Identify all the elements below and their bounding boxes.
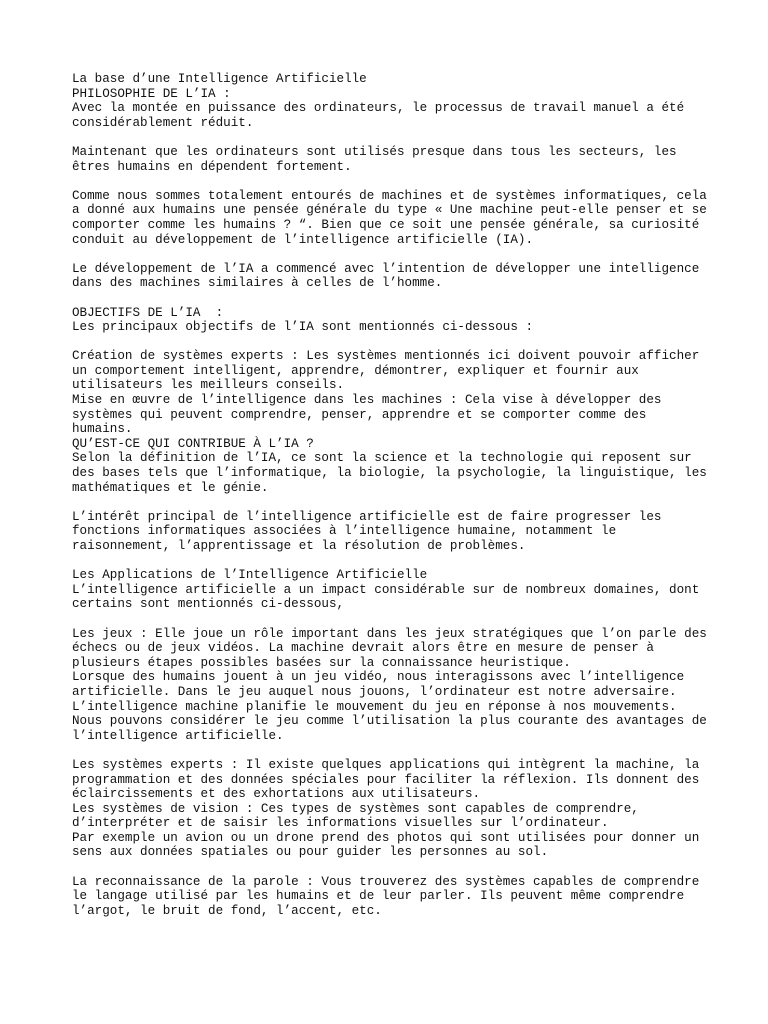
text-line: Les systèmes experts : Il existe quelques applications qui intègrent la machine, la programmation et des données spéciales pour faciliter la réflexion. Ils donnent des éclaircissements et des exhortations aux utilisateurs. bbox=[72, 757, 707, 802]
text-line: Comme nous sommes totalement entourés de machines et de systèmes informatiques, cela a donné aux humains une pensée générale du type « Une machine peut-elle penser et se comporter comme les humains ? “. Bien que ce soit une pensée générale, sa curiosité conduit au développement de l’intelligence artificielle (IA). bbox=[72, 188, 715, 247]
text-line: Création de systèmes experts : Les systèmes mentionnés ici doivent pouvoir afficher un comportement intelligent, apprendre, démontrer, expliquer et fournir aux utilisateurs les meilleurs conseils. bbox=[72, 349, 707, 393]
section-heading-objectifs: OBJECTIFS DE L’IA : bbox=[72, 305, 224, 320]
text-line: Avec la montée en puissance des ordinateurs, le processus de travail manuel a été considérablement réduit. bbox=[72, 101, 692, 130]
paragraph bbox=[72, 188, 715, 247]
text-line: L’intérêt principal de l’intelligence artificielle est de faire progresser les fonctions informatiques associées à l’intelligence humaine, notamment le raisonnement, l’apprentissage et la résolution de problèmes. bbox=[72, 509, 670, 553]
text-line: Le développement de l’IA a commencé avec l’intention de développer une intelligence dans des machines similaires à celles de l’homme. bbox=[72, 261, 707, 291]
text-line: La reconnaissance de la parole : Vous trouverez des systèmes capables de comprendre le langage utilisé par les humains et de leur parler. Ils peuvent même comprendre l’argot, le bruit de fond, l’accent, etc. bbox=[72, 874, 707, 918]
document-page bbox=[72, 72, 715, 918]
section-heading-contribue: QU’EST-CE QUI CONTRIBUE À L’IA ? bbox=[72, 436, 314, 451]
text-line: L’intelligence artificielle a un impact considérable sur de nombreux domaines, dont certains sont mentionnés ci-dessous, bbox=[72, 582, 707, 612]
text-line: Lorsque des humains jouent à un jeu vidéo, nous interagissons avec l’intelligence artificielle. Dans le jeu auquel nous jouons, l’ordinateur est notre adversaire. L’intelligence machine planifie le mouvement du jeu en réponse à nos mouvements. Nous pouvons considérer le jeu comme l’utilisation la plus courante des avantages de l’intelligence artificielle. bbox=[72, 670, 715, 743]
paragraph bbox=[72, 349, 715, 495]
paragraph bbox=[72, 145, 712, 174]
text-line: Par exemple un avion ou un drone prend des photos qui sont utilisées pour donner un sens aux données spatiales ou pour guider les personnes au sol. bbox=[72, 830, 707, 860]
paragraph bbox=[72, 510, 712, 554]
document-title: La base d’une Intelligence Artificielle bbox=[72, 72, 367, 86]
text-line: Les principaux objectifs de l’IA sont mentionnés ci-dessous : bbox=[72, 320, 534, 335]
paragraph bbox=[72, 875, 712, 919]
text-line: Les jeux : Elle joue un rôle important dans les jeux stratégiques que l’on parle des échecs ou de jeux vidéos. La machine devrait alors être en mesure de penser à plusieurs étapes possibles basées sur la connaissance heuristique. bbox=[72, 626, 715, 670]
section-heading-applications: Les Applications de l’Intelligence Artificielle bbox=[72, 568, 428, 583]
paragraph bbox=[72, 626, 715, 744]
text-line: Les systèmes de vision : Ces types de systèmes sont capables de comprendre, d’interpréter et de saisir les informations visuelles sur l’ordinateur. bbox=[72, 801, 647, 831]
paragraph bbox=[72, 568, 712, 612]
section-heading-philosophie: PHILOSOPHIE DE L’IA : bbox=[72, 86, 231, 101]
text-line: Maintenant que les ordinateurs sont utilisés presque dans tous les secteurs, les êtres humains en dépendent fortement. bbox=[72, 144, 685, 174]
paragraph bbox=[72, 72, 712, 130]
text-line: Selon la définition de l’IA, ce sont la science et la technologie qui reposent sur des bases tels que l’informatique, la biologie, la psychologie, la linguistique, les mathématiques et le génie. bbox=[72, 451, 715, 495]
paragraph bbox=[72, 262, 712, 291]
paragraph bbox=[72, 758, 712, 860]
paragraph bbox=[72, 306, 712, 335]
text-line: Mise en œuvre de l’intelligence dans les machines : Cela vise à développer des systèmes qui peuvent comprendre, penser, apprendre et se comporter comme des humains. bbox=[72, 393, 670, 437]
